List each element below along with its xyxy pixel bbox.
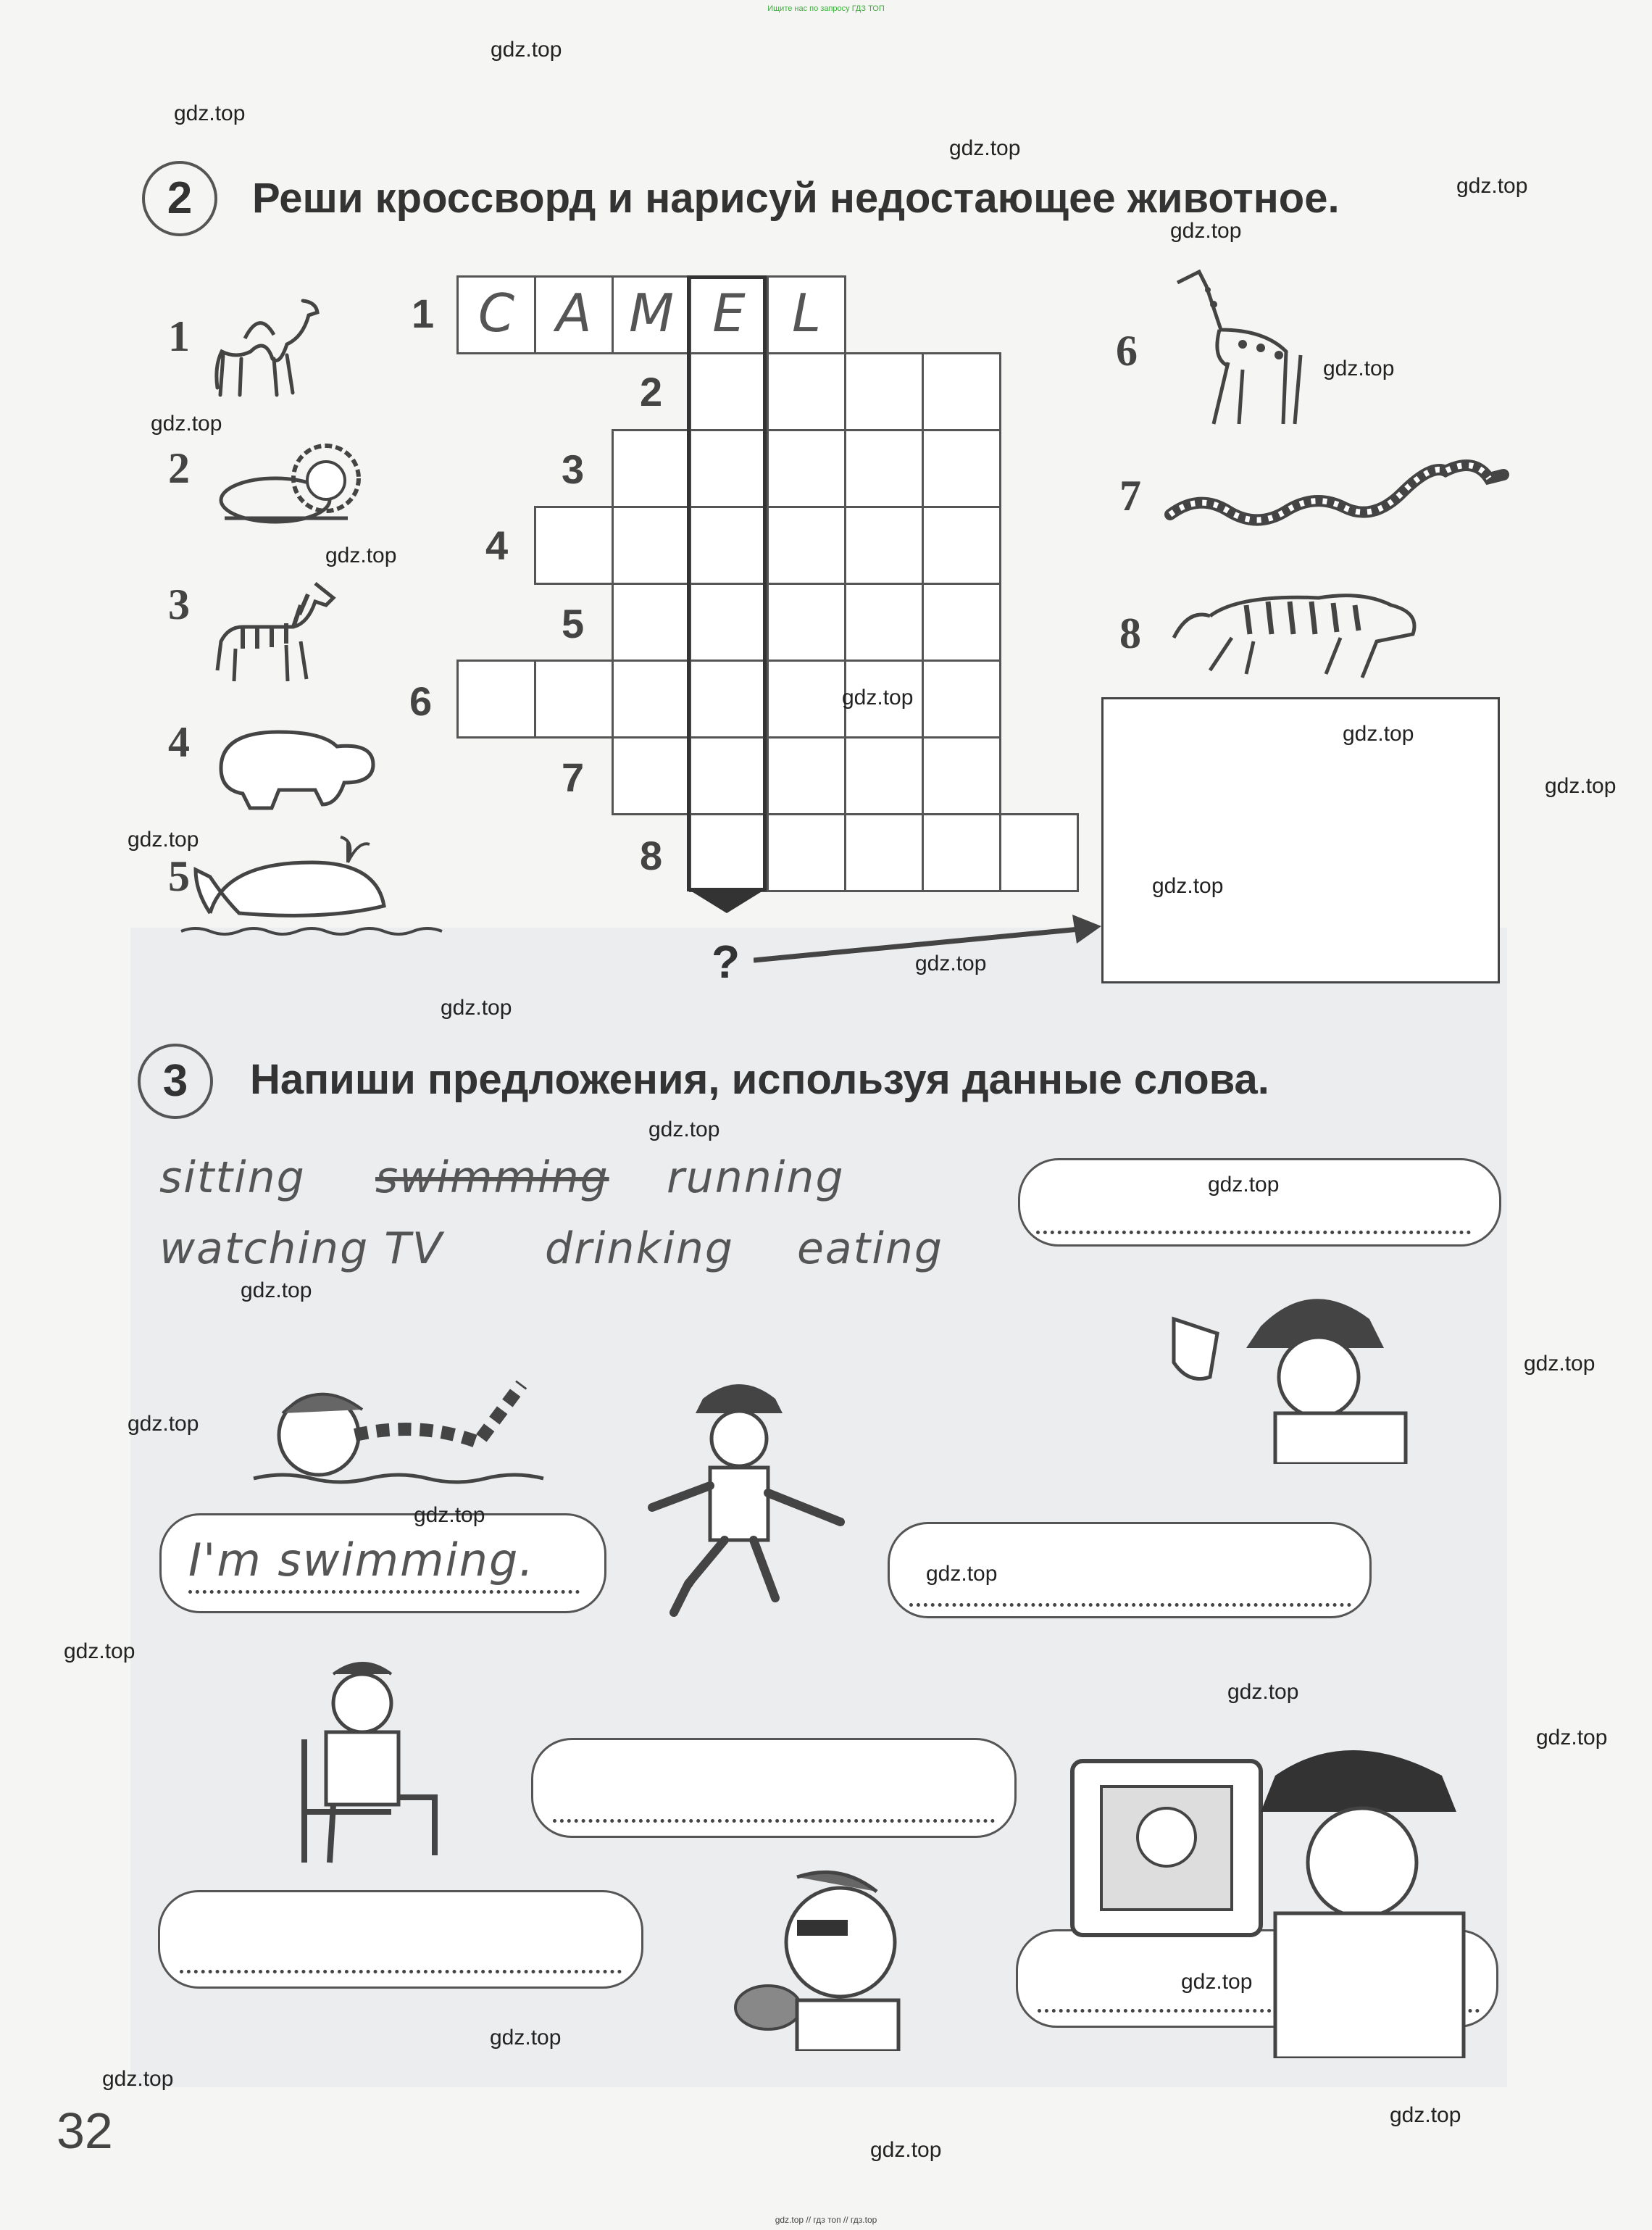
word-swimming: swimming bbox=[375, 1152, 609, 1203]
row-number-2: 2 bbox=[640, 369, 663, 415]
crossword-cell[interactable] bbox=[767, 506, 846, 585]
animal-number-5: 5 bbox=[168, 852, 190, 900]
watermark: gdz.top bbox=[1323, 357, 1395, 380]
crossword-cell[interactable] bbox=[767, 429, 846, 508]
crossword-letter: C bbox=[477, 283, 515, 344]
exercise-3-number: 3 bbox=[138, 1044, 213, 1119]
animal-number-8: 8 bbox=[1119, 609, 1141, 657]
row-number-3: 3 bbox=[562, 446, 585, 492]
word-running: running bbox=[667, 1152, 845, 1203]
zebra-icon bbox=[199, 569, 344, 692]
crossword-cell[interactable] bbox=[844, 813, 924, 892]
exercise-2-number: 2 bbox=[142, 161, 217, 236]
crossword-cell[interactable] bbox=[922, 352, 1001, 431]
word-sitting: sitting bbox=[159, 1152, 306, 1203]
crossword-cell[interactable] bbox=[767, 583, 846, 662]
crossword-cell[interactable] bbox=[922, 813, 1001, 892]
watermark: gdz.top bbox=[1227, 1680, 1299, 1704]
watermark: gdz.top bbox=[949, 136, 1021, 160]
question-mark: ? bbox=[712, 936, 741, 988]
word-drinking: drinking bbox=[545, 1223, 734, 1274]
crossword-cell[interactable] bbox=[844, 583, 924, 662]
answer-line-example bbox=[188, 1590, 580, 1594]
animal-number-2: 2 bbox=[168, 444, 190, 492]
crossword-cell[interactable] bbox=[922, 429, 1001, 508]
watermark: gdz.top bbox=[414, 1503, 485, 1527]
draw-missing-animal-box[interactable] bbox=[1101, 697, 1500, 983]
animal-number-6: 6 bbox=[1116, 327, 1138, 375]
word-watching-tv: watching TV bbox=[159, 1223, 443, 1274]
crossword-cell[interactable] bbox=[767, 660, 846, 739]
watermark: gdz.top bbox=[151, 412, 222, 436]
animal-number-3: 3 bbox=[168, 581, 190, 628]
exercise-3-title: Напиши предложения, используя данные слова. bbox=[250, 1056, 1269, 1103]
crossword-cell[interactable] bbox=[612, 506, 691, 585]
watermark: gdz.top bbox=[926, 1562, 998, 1586]
crossword-cell[interactable] bbox=[844, 506, 924, 585]
answer-line-3[interactable] bbox=[553, 1819, 995, 1823]
answer-line-4[interactable] bbox=[180, 1970, 622, 1973]
watermark: gdz.top bbox=[1181, 1970, 1253, 1994]
animal-number-7: 7 bbox=[1119, 472, 1141, 520]
watermark: gdz.top bbox=[1343, 722, 1414, 746]
crossword-cell[interactable] bbox=[612, 429, 691, 508]
watermark: gdz.top bbox=[490, 2026, 562, 2050]
drinking-pirate-illustration bbox=[1145, 1276, 1435, 1464]
watermark: gdz.top bbox=[128, 828, 199, 852]
crossword-cell[interactable] bbox=[456, 660, 536, 739]
watermark: gdz.top bbox=[241, 1278, 312, 1302]
watermark: gdz.top bbox=[1390, 2103, 1461, 2127]
crossword-cell[interactable] bbox=[612, 275, 691, 354]
crossword-cell[interactable] bbox=[767, 275, 846, 354]
running-pirate-illustration bbox=[623, 1370, 877, 1631]
row-number-5: 5 bbox=[562, 601, 585, 646]
crossword-cell[interactable] bbox=[534, 660, 614, 739]
whale-icon bbox=[174, 833, 464, 949]
watermark: gdz.top bbox=[1524, 1352, 1595, 1376]
crossword-letter: E bbox=[712, 283, 746, 344]
word-eating: eating bbox=[797, 1223, 943, 1274]
eating-pirate-illustration bbox=[710, 1863, 971, 2051]
crossword-cell[interactable] bbox=[612, 660, 691, 739]
row-number-1: 1 bbox=[412, 291, 435, 336]
crossword-cell[interactable] bbox=[922, 583, 1001, 662]
page-number: 32 bbox=[57, 2102, 113, 2159]
crossword-cell[interactable] bbox=[844, 429, 924, 508]
watermark: gdz.top bbox=[64, 1639, 135, 1663]
row-number-6: 6 bbox=[409, 678, 433, 724]
watermark: gdz.top bbox=[648, 1118, 720, 1141]
lion-icon bbox=[206, 438, 366, 533]
crossword-cell[interactable] bbox=[999, 813, 1079, 892]
answer-line-1[interactable] bbox=[1036, 1231, 1471, 1234]
swimming-pirate-illustration bbox=[239, 1355, 565, 1507]
crossword-cell[interactable] bbox=[612, 736, 691, 815]
watermark: gdz.top bbox=[1545, 774, 1616, 798]
crossword-cell[interactable] bbox=[922, 506, 1001, 585]
watching-tv-pirate-illustration bbox=[1058, 1725, 1507, 2058]
crossword-letter: A bbox=[556, 283, 592, 344]
top-note: Ищите нас по запросу ГДЗ ТОП bbox=[767, 4, 885, 13]
crossword-cell[interactable] bbox=[767, 736, 846, 815]
watermark: gdz.top bbox=[870, 2138, 942, 2162]
watermark: gdz.top bbox=[102, 2067, 174, 2091]
bottom-note: gdz.top // гдз топ // гдз.top bbox=[775, 2215, 877, 2225]
crossword-cell[interactable] bbox=[612, 583, 691, 662]
example-answer: I'm swimming. bbox=[188, 1534, 535, 1586]
watermark: gdz.top bbox=[1170, 219, 1242, 243]
animal-number-1: 1 bbox=[168, 312, 190, 360]
animal-number-4: 4 bbox=[168, 718, 190, 766]
crossword-cell[interactable] bbox=[767, 813, 846, 892]
crossword-cell[interactable] bbox=[844, 736, 924, 815]
hippo-icon bbox=[206, 717, 380, 819]
crossword-cell[interactable] bbox=[456, 275, 536, 354]
bubble-eating-pirate[interactable] bbox=[531, 1738, 1017, 1838]
crossword-cell[interactable] bbox=[922, 660, 1001, 739]
giraffe-icon bbox=[1163, 254, 1322, 435]
tiger-icon bbox=[1167, 573, 1427, 681]
watermark: gdz.top bbox=[915, 952, 987, 975]
snake-icon bbox=[1163, 449, 1511, 536]
watermark: gdz.top bbox=[174, 101, 246, 125]
watermark: gdz.top bbox=[1152, 874, 1224, 898]
crossword-cell[interactable] bbox=[844, 352, 924, 431]
crossword-cell[interactable] bbox=[767, 352, 846, 431]
watermark: gdz.top bbox=[128, 1412, 199, 1436]
watermark: gdz.top bbox=[441, 996, 512, 1020]
crossword-cell[interactable] bbox=[534, 275, 614, 354]
watermark: gdz.top bbox=[491, 38, 562, 62]
watermark: gdz.top bbox=[1208, 1173, 1280, 1197]
crossword-cell[interactable] bbox=[534, 506, 614, 585]
bubble-sitting-pirate[interactable] bbox=[158, 1890, 643, 1989]
crossword-spine bbox=[687, 275, 767, 891]
watermark: gdz.top bbox=[1456, 174, 1528, 198]
crossword-letter: M bbox=[628, 283, 675, 344]
watermark: gdz.top bbox=[325, 544, 397, 567]
watermark: gdz.top bbox=[1536, 1726, 1608, 1750]
watermark: gdz.top bbox=[842, 686, 914, 710]
row-number-8: 8 bbox=[640, 833, 663, 878]
row-number-4: 4 bbox=[485, 523, 509, 568]
sitting-pirate-illustration bbox=[290, 1652, 478, 1870]
crossword-cell[interactable] bbox=[922, 736, 1001, 815]
row-number-7: 7 bbox=[562, 754, 585, 800]
crossword-letter: L bbox=[791, 283, 822, 344]
exercise-2-title: Реши кроссворд и нарисуй недостающее животное. bbox=[252, 175, 1340, 222]
answer-line-2[interactable] bbox=[909, 1603, 1351, 1607]
camel-icon bbox=[201, 286, 325, 409]
